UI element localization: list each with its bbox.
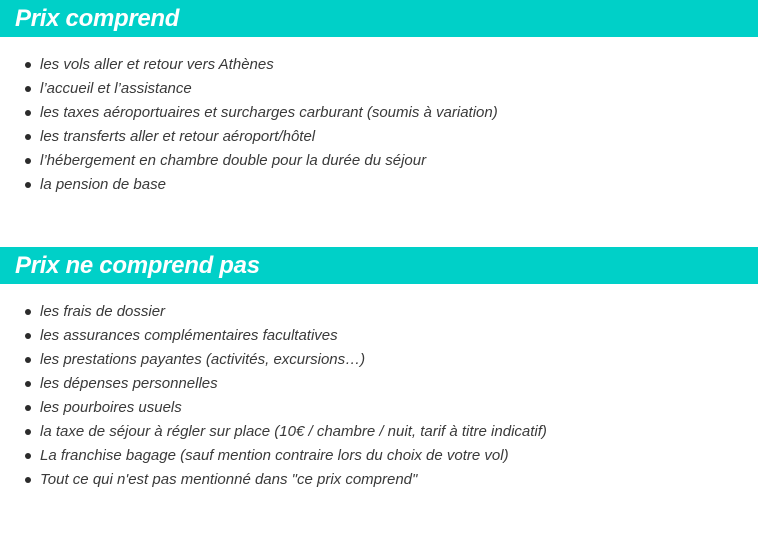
bullet-icon [25, 309, 31, 315]
list-item-text: les vols aller et retour vers Athènes [40, 56, 274, 73]
excluded-items-list [0, 300, 758, 492]
excluded-section-header [0, 247, 758, 284]
list-item [0, 173, 758, 197]
list-item [0, 300, 758, 324]
bullet-icon [25, 429, 31, 435]
bullet-icon [25, 333, 31, 339]
bullet-icon [25, 134, 31, 140]
list-item [0, 396, 758, 420]
list-item-text: les transferts aller et retour aéroport/hôtel [40, 128, 316, 145]
bullet-icon [25, 62, 31, 68]
list-item [0, 372, 758, 396]
list-item-text: l’accueil et l’assistance [40, 80, 192, 97]
bullet-icon [25, 405, 31, 411]
bullet-icon [25, 158, 31, 164]
list-item [0, 149, 758, 173]
bullet-icon [25, 182, 31, 188]
bullet-icon [25, 381, 31, 387]
bullet-icon [25, 453, 31, 459]
list-item-text: les taxes aéroportuaires et surcharges carburant (soumis à variation) [40, 104, 498, 121]
list-item-text: les dépenses personnelles [40, 375, 218, 392]
list-item [0, 348, 758, 372]
list-item-text: les assurances complémentaires facultatives [40, 327, 338, 344]
list-item-text: la pension de base [40, 176, 166, 193]
list-item [0, 53, 758, 77]
list-item-text: Tout ce qui n'est pas mentionné dans "ce prix comprend" [40, 471, 418, 488]
list-item [0, 420, 758, 444]
excluded-section-title: Prix ne comprend pas [15, 252, 260, 279]
list-item-text: les prestations payantes (activités, excursions…) [40, 351, 366, 368]
list-item [0, 77, 758, 101]
included-section-title: Prix comprend [15, 5, 180, 32]
list-item [0, 444, 758, 468]
list-item-text: l’hébergement en chambre double pour la durée du séjour [40, 152, 427, 169]
bullet-icon [25, 86, 31, 92]
list-item [0, 324, 758, 348]
list-item-text: la taxe de séjour à régler sur place (10€ / chambre / nuit, tarif à titre indicatif) [40, 423, 547, 440]
list-item-text: les frais de dossier [40, 303, 166, 320]
bullet-icon [25, 477, 31, 483]
list-item [0, 101, 758, 125]
bullet-icon [25, 110, 31, 116]
list-item [0, 125, 758, 149]
list-item-text: les pourboires usuels [40, 399, 182, 416]
bullet-icon [25, 357, 31, 363]
included-section-header [0, 0, 758, 37]
list-item [0, 468, 758, 492]
list-item-text: La franchise bagage (sauf mention contraire lors du choix de votre vol) [40, 447, 509, 464]
included-items-list [0, 53, 758, 197]
